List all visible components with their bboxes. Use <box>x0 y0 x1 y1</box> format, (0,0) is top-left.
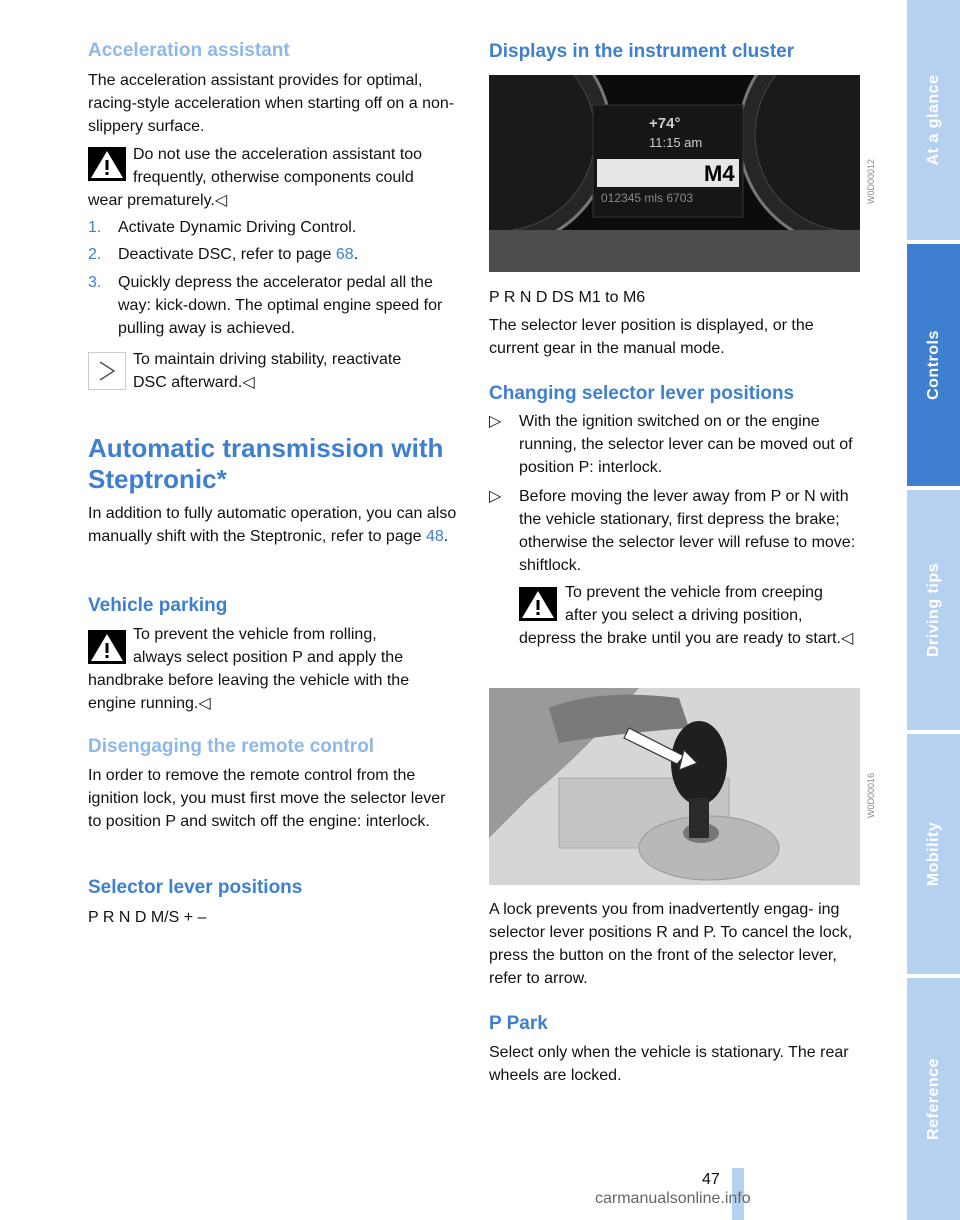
heading-p-park: P Park <box>489 1013 548 1034</box>
note-arrow-icon <box>88 352 126 390</box>
step-text: Activate Dynamic Driving Control. <box>118 219 357 236</box>
tab-label: Reference <box>924 1058 942 1140</box>
bullet-arrow-icon: ▷ <box>489 413 502 430</box>
selector-positions-text: P R N D M/S + – <box>88 909 207 926</box>
step-3 <box>88 271 460 340</box>
warning-icon <box>88 630 126 664</box>
bullet-arrow-icon: ▷ <box>489 488 502 505</box>
page-number: 47 <box>702 1171 720 1188</box>
watermark: carmanualsonline.info <box>595 1190 751 1207</box>
tab-controls[interactable] <box>907 244 960 486</box>
tab-label: Driving tips <box>924 562 942 658</box>
cluster-temp: +74° <box>649 115 681 132</box>
parking-warning-line2: always select position P and apply the <box>133 649 404 666</box>
tab-at-a-glance[interactable] <box>907 0 960 240</box>
accel-warning-line2: frequently, otherwise components could <box>133 169 414 186</box>
chapter-tabs <box>907 0 960 1220</box>
cluster-time: 11:15 am <box>649 135 703 150</box>
step-punct: . <box>353 246 359 263</box>
accel-warning-line1: Do not use the acceleration assistant too <box>133 146 423 163</box>
heading-line2: Steptronic* <box>88 464 227 494</box>
step-2 <box>88 243 460 266</box>
selector-lever-image <box>489 688 860 885</box>
bullet-text: Before moving the lever away from P or N with the vehicle stationary, first depress the brake; otherwise the selector lever will refuse to move: shiftlock. <box>519 488 856 574</box>
step-1 <box>88 216 460 239</box>
heading-line1: Automatic transmission with <box>88 433 444 463</box>
cluster-odometer: 012345 mls 6703 <box>601 191 694 205</box>
heading-vehicle-parking: Vehicle parking <box>88 595 228 616</box>
dsc-note-line1: To maintain driving stability, reactivate <box>133 351 402 368</box>
park-paragraph: Select only when the vehicle is stationary. The rear wheels are locked. <box>489 1044 849 1084</box>
bullet-text: With the ignition switched on or the engine running, the selector lever can be moved out of position P: interlock. <box>519 413 853 476</box>
accel-warning-line3: wear prematurely.◁ <box>88 192 228 209</box>
heading-selector-lever-positions: Selector lever positions <box>88 877 303 898</box>
remote-paragraph: In order to remove the remote control from the ignition lock, you must first move the selector lever to position P and switch off the engine: interlock. <box>88 767 446 830</box>
tab-driving-tips[interactable] <box>907 490 960 730</box>
tab-label: Mobility <box>924 821 942 887</box>
heading-disengaging-remote: Disengaging the remote control <box>88 736 375 757</box>
page-link-48[interactable]: 48 <box>425 528 444 545</box>
step-number: 1. <box>88 219 102 236</box>
page-link-68[interactable]: 68 <box>335 246 354 263</box>
step-text: Deactivate DSC, refer to page <box>118 246 336 263</box>
step-text: Quickly depress the accelerator pedal all the way: kick-down. The optimal engine speed for pulling away is achieved. <box>118 274 443 337</box>
bullet-2 <box>489 485 861 577</box>
auto-paragraph <box>88 502 460 548</box>
tab-label: At a glance <box>924 74 942 166</box>
instrument-cluster-image <box>489 75 860 272</box>
heading-displays-cluster: Displays in the instrument cluster <box>489 41 795 62</box>
tab-mobility[interactable] <box>907 734 960 974</box>
positions-text: P R N D DS M1 to M6 <box>489 289 646 306</box>
cluster-gear: M4 <box>704 161 735 186</box>
auto-punct: . <box>443 528 449 545</box>
auto-text: In addition to fully automatic operation, you can also manually shift with the Steptronic, refer to page <box>88 505 457 545</box>
creep-warning-line1: To prevent the vehicle from creeping <box>565 584 823 601</box>
dsc-note-line2: DSC afterward.◁ <box>133 374 255 391</box>
lock-paragraph: A lock prevents you from inadvertently engag- ing selector lever positions R and P. To cancel the lock, press the button on the front of the selector lever, refer to arrow. <box>489 901 853 987</box>
tab-label: Controls <box>924 330 942 400</box>
warning-icon <box>519 587 557 621</box>
step-number: 3. <box>88 274 102 291</box>
parking-warning-line3: handbrake before leaving the vehicle with the engine running.◁ <box>88 672 410 712</box>
bullet-1 <box>489 410 861 479</box>
tab-reference[interactable] <box>907 978 960 1220</box>
image-code: W0D00012 <box>866 158 876 204</box>
heading-automatic-transmission <box>88 433 443 495</box>
heading-acceleration-assistant: Acceleration assistant <box>88 40 290 61</box>
accel-paragraph: The acceleration assistant provides for optimal, racing-style acceleration when starting off on a non-slippery surface. <box>88 72 455 135</box>
creep-warning-line3: depress the brake until you are ready to start.◁ <box>519 630 854 647</box>
warning-icon <box>88 147 126 181</box>
creep-warning-line2: after you select a driving position, <box>565 607 803 624</box>
heading-changing-positions: Changing selector lever positions <box>489 383 795 404</box>
step-number: 2. <box>88 246 102 263</box>
parking-warning-line1: To prevent the vehicle from rolling, <box>133 626 377 643</box>
positions-description: The selector lever position is displayed, or the current gear in the manual mode. <box>489 317 814 357</box>
image-code: W0D00016 <box>866 772 876 818</box>
